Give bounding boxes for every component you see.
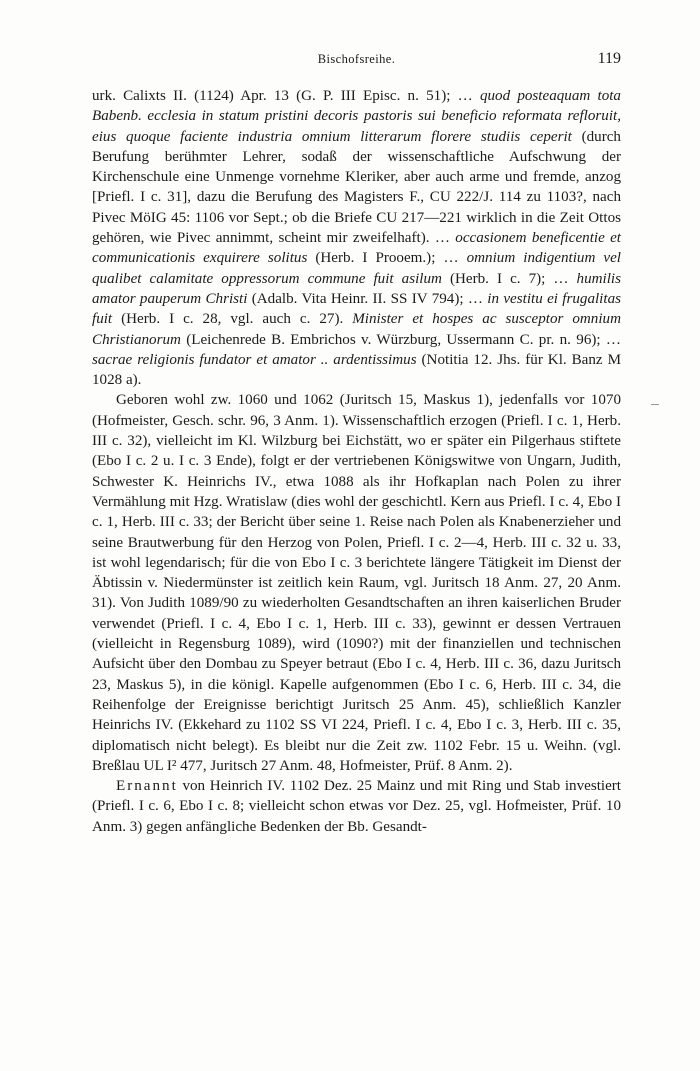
margin-mark bbox=[651, 404, 659, 405]
latin-quotation: sacrae religionis fundator et amator .. ardentissimus bbox=[92, 351, 417, 368]
latin-quotation: occasionem beneficentie et communicationis exquirere solitus bbox=[92, 230, 621, 267]
latin-quotation: omnium indigentium vel qualibet calamitate oppressorum commune fuit asilum bbox=[92, 250, 621, 287]
running-title: Bischofsreihe. bbox=[317, 52, 396, 66]
latin-quotation: humilis amator pauperum Christi bbox=[92, 270, 621, 307]
text-run: (Notitia 12. Jhs. für Kl. Banz M 1028 a). bbox=[92, 351, 621, 389]
text-run: (Herb. I Prooem.); … bbox=[307, 250, 467, 267]
latin-quotation: Minister et hospes ac susceptor omnium Christianorum bbox=[92, 311, 621, 348]
text-run: (Leichenrede B. Embrichos v. Würzburg, Ussermann C. pr. n. 96); … bbox=[180, 331, 621, 348]
text-run: (Herb. I c. 28, vgl. auch c. 27). bbox=[112, 311, 353, 328]
body-text bbox=[92, 86, 621, 837]
paragraph-birth: Geboren wohl zw. 1060 und 1062 (Juritsch 15, Maskus 1), jedenfalls vor 1070 (Hofmeister, Gesch. schr. 96, 3 Anm. 1). Wissenschaftlich erzogen (Priefl. I c. 1, Herb. III c. 32), vielleicht im Kl. Wilzburg bei Eichstätt, wo er später ein Pilgerhaus stiftete (Ebo I c. 2 u. I c. 3 Ende), folgt er der vertriebenen Königswitwe von Ungarn, Judith, Schwester K. Heinrichs IV., etwa 1088 als ihr Hofkaplan nach Polen zu ihrer Vermählung mit Hzg. Wratislaw (dies wohl der geschichtl. Kern aus Priefl. I c. 4, Ebo I c. 1, Herb. III c. 33; der Bericht über seine 1. Reise nach Polen als Knabenerzieher und seine Brautwerbung für den Herzog von Polen, Priefl. I c. 2—4, Herb. III c. 32 u. 33, ist wohl legendarisch; für die von Ebo I c. 3 berichtete längere Tätigkeit im Dienst der Äbtissin v. Niedermünster ist zeitlich kein Raum, vgl. Juritsch 18 Anm. 27, 20 Anm. 31). Von Judith 1089/90 zu wiederholten Gesandtschaften an ihren kaiserlichen Bruder verwendet (Priefl. I c. 4, Ebo I c. 1, Herb. III c. 33), gewinnt er dessen Vertrauen (vielleicht in Regensburg 1089), wird (1090?) mit der finanziellen und technischen Aufsicht über den Dombau zu Speyer betraut (Ebo I c. 4, Herb. III c. 36, dazu Juritsch 23, Maskus 5), in die königl. Kapelle aufgenommen (Ebo I c. 6, Herb. III c. 34, die Reihenfolge der Ereignisse berichtigt Juritsch 25 Anm. 45), schließlich Kanzler Heinrichs IV. (Ekkehard zu 1102 SS VI 224, Priefl. I c. 4, Ebo I c. 3, Herb. III c. 35, diplomatisch nicht belegt). Es bleibt nur die Zeit zw. 1102 Febr. 15 u. Weihn. (vgl. Breßlau UL I² 477, Juritsch 27 Anm. 48, Hofmeister, Prüf. 8 Anm. 2). bbox=[92, 392, 621, 774]
emphasized-word: Ernannt bbox=[116, 778, 178, 795]
latin-quotation: in vestitu ei frugalitas fuit bbox=[92, 290, 621, 328]
paragraph-appointment bbox=[92, 776, 621, 837]
text-run: (durch Berufung berühmter Lehrer, sodaß der wissenschaftliche Aufschwung der Kirchenschule eine Unmenge vornehme Kleriker, aber auch arme und fremde, anzog [Priefl. I c. 31], dazu die Berufung des Magisters F., CU 222/J. 114 zu 1103?, nach Pivec MöIG 45: 1106 vor Sept.; ob die Briefe CU 217—221 wirklich in die Zeit Ottos gehören, wie Pivec annimmt, scheint mir zweifelhaft). … bbox=[92, 128, 621, 247]
running-head bbox=[92, 50, 621, 70]
text-run: urk. Calixts II. (1124) Apr. 13 (G. P. III Episc. n. 51); … bbox=[92, 88, 480, 104]
latin-quotation: quod posteaquam tota Babenb. ecclesia in statum pristini decoris pastoris sui beneficio reformata refloruit, eius quoque faciente industria omnium litterarum florere studiis ceperit bbox=[92, 88, 621, 145]
text-run: (Herb. I c. 7); … bbox=[441, 270, 577, 287]
page-number: 119 bbox=[597, 50, 621, 67]
text-run: von Heinrich IV. 1102 Dez. 25 Mainz und mit Ring und Stab investiert (Priefl. I c. 6, Ebo I c. 8; vielleicht schon etwas vor Dez. 25, vgl. Hofmeister, Prüf. 10 Anm. 3) gegen anfängliche Bedenken der Bb. Gesandt- bbox=[92, 778, 621, 835]
paragraph-continuation bbox=[92, 86, 621, 390]
text-run: (Adalb. Vita Heinr. II. SS IV 794); … bbox=[247, 290, 488, 307]
